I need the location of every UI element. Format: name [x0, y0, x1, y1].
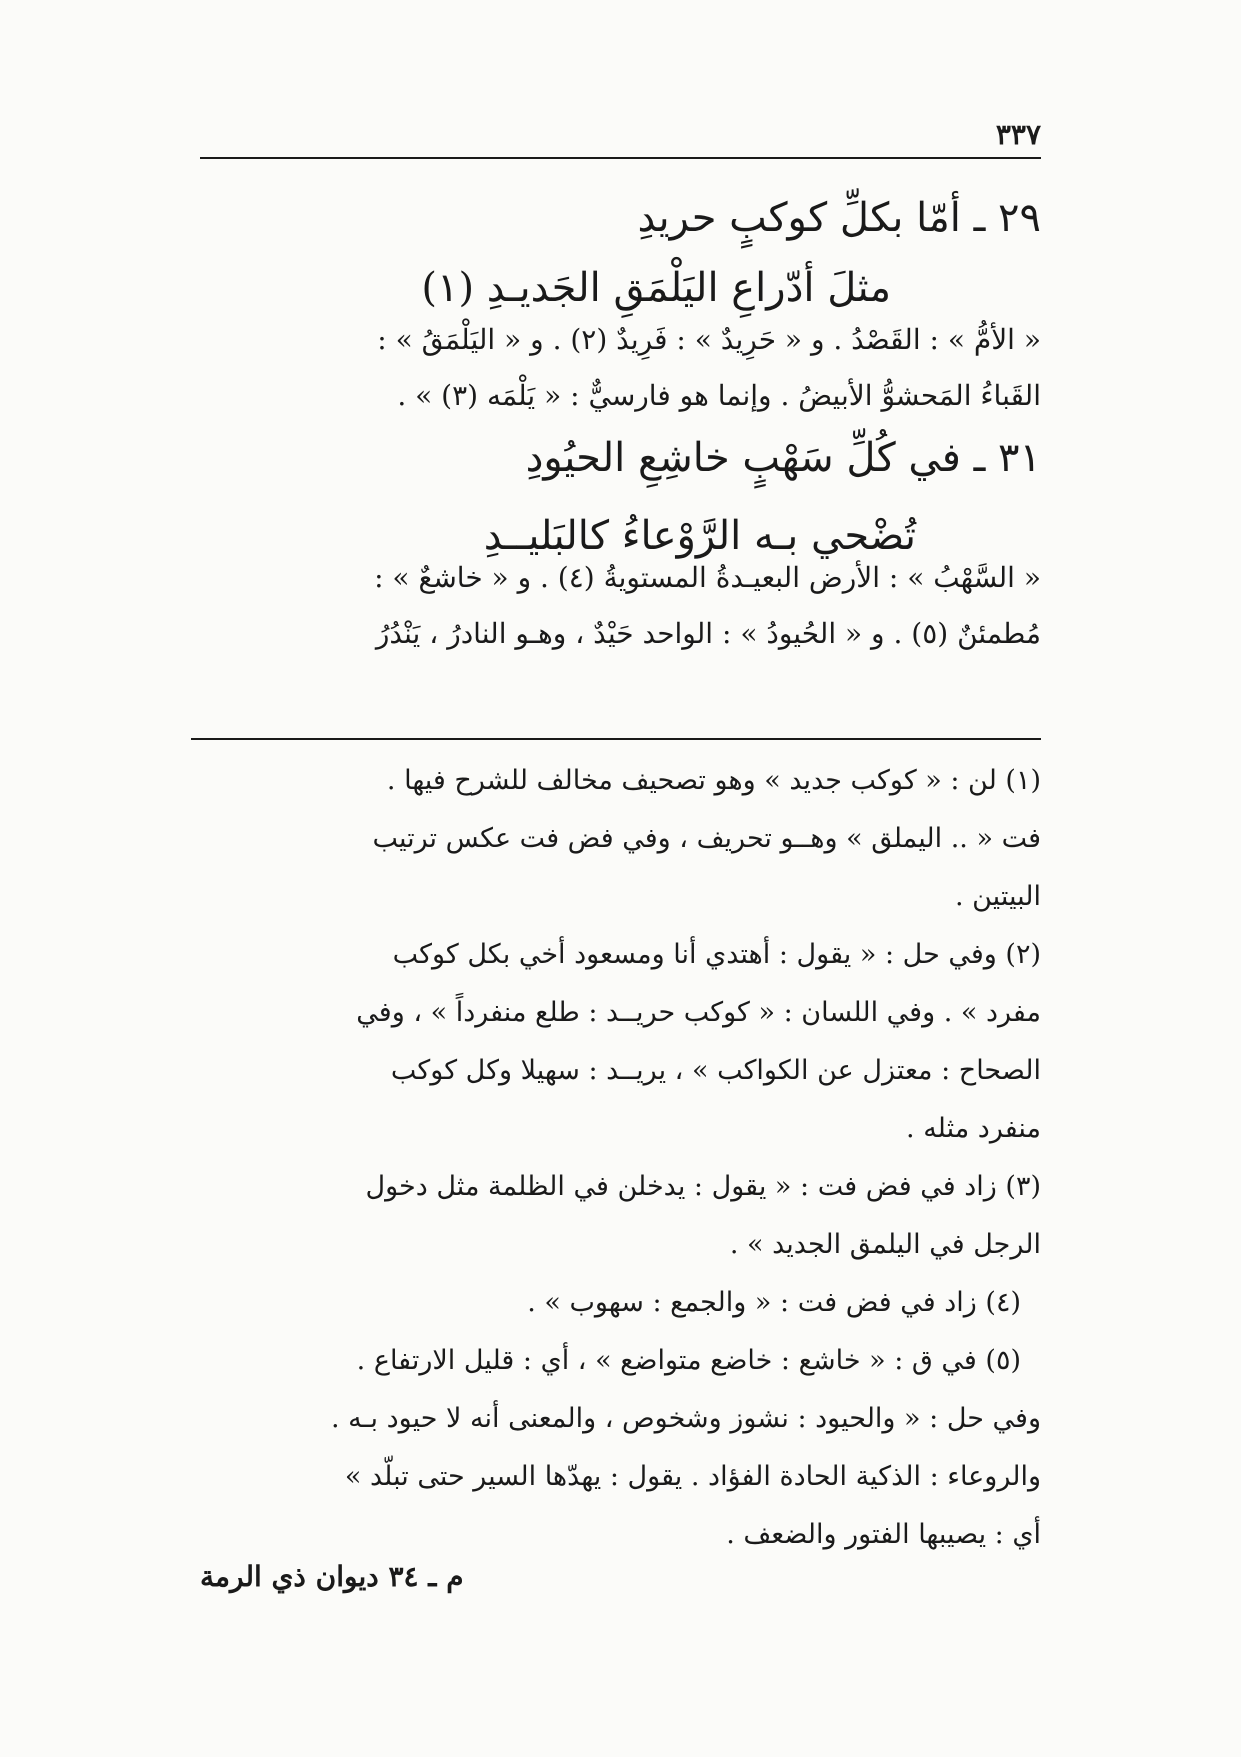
footnote-line: أي : يصيبها الفتور والضعف . — [726, 1519, 1041, 1550]
footnote-line: (٢) وفي حل : « يقول : أهتدي أنا ومسعود أخي بكل كوكب — [392, 939, 1041, 970]
footnote-line: (١) لن : « كوكب جديد » وهو تصحيف مخالف للشرح فيها . — [386, 765, 1041, 796]
commentary-line: « الأمُّ » : القَصْدُ . و « حَرِيدٌ » : فَرِيدٌ (٢) . و « اليَلْمَقُ » : — [377, 323, 1041, 356]
footnote-line: (٥) في ق : « خاشع : خاضع متواضع » ، أي : قليل الارتفاع . — [356, 1345, 1021, 1376]
verse-29 — [201, 190, 1041, 316]
footnote-line: والروعاء : الذكية الحادة الفؤاد . يقول : يهدّها السير حتى تبلّد » — [344, 1461, 1041, 1492]
commentary-line: القَباءُ المَحشوُّ الأبيضُ . وإنما هو فارسيٌّ : « يَلْمَه (٣) » . — [397, 379, 1041, 412]
commentary-verse-29 — [201, 312, 1041, 424]
footnotes — [191, 752, 1041, 1564]
commentary-line: « السَّهْبُ » : الأرض البعيـدةُ المستويةُ (٤) . و « خاشعٌ » : — [374, 561, 1041, 594]
commentary-line: مُطمئنٌ (٥) . و « الحُيودُ » : الواحد حَيْدٌ ، وهـو النادرُ ، يَنْدُرُ — [375, 617, 1041, 650]
footnote-line: مفرد » . وفي اللسان : « كوكب حريــد : طلع منفرداً » ، وفي — [356, 997, 1041, 1028]
footnote-rule — [191, 738, 1041, 740]
page-number: ٣٣٧ — [995, 118, 1041, 151]
verse-first-hemistich: ٣١ ـ في كُلِّ سَهْبٍ خاشِعِ الحيُودِ — [525, 435, 1041, 481]
signature-mark: م ـ ٣٤ ديوان ذي الرمة — [200, 1560, 464, 1593]
verse-second-hemistich: تُضْحي بـه الرَّوْعاءُ كالبَليــدِ — [483, 513, 916, 559]
footnote-line: الصحاح : معتزل عن الكواكب » ، يريــد : سهيلا وكل كوكب — [390, 1055, 1041, 1086]
footnote-line: البيتين . — [954, 881, 1041, 912]
verse-second-hemistich: مثلَ أدّراعِ اليَلْمَقِ الجَديـدِ (١) — [421, 265, 891, 311]
footnote-line: (٣) زاد في فض فت : « يقول : يدخلن في الظلمة مثل دخول — [365, 1171, 1041, 1202]
footnote-line: الرجل في اليلمق الجديد » . — [729, 1229, 1041, 1260]
footnote-line: وفي حل : « والحيود : نشوز وشخوص ، والمعنى أنه لا حيود بـه . — [331, 1403, 1041, 1434]
header-rule — [200, 157, 1041, 159]
footnote-line: (٤) زاد في فض فت : « والجمع : سهوب » . — [527, 1287, 1021, 1318]
verse-first-hemistich: ٢٩ ـ أمّا بكلِّ كوكبٍ حريدِ — [637, 195, 1041, 241]
verse-31 — [201, 430, 1041, 564]
footnote-line: منفرد مثله . — [906, 1113, 1041, 1144]
commentary-verse-31 — [201, 550, 1041, 662]
footnote-line: فت « .. اليملق » وهــو تحريف ، وفي فض فت عكس ترتيب — [372, 823, 1041, 854]
